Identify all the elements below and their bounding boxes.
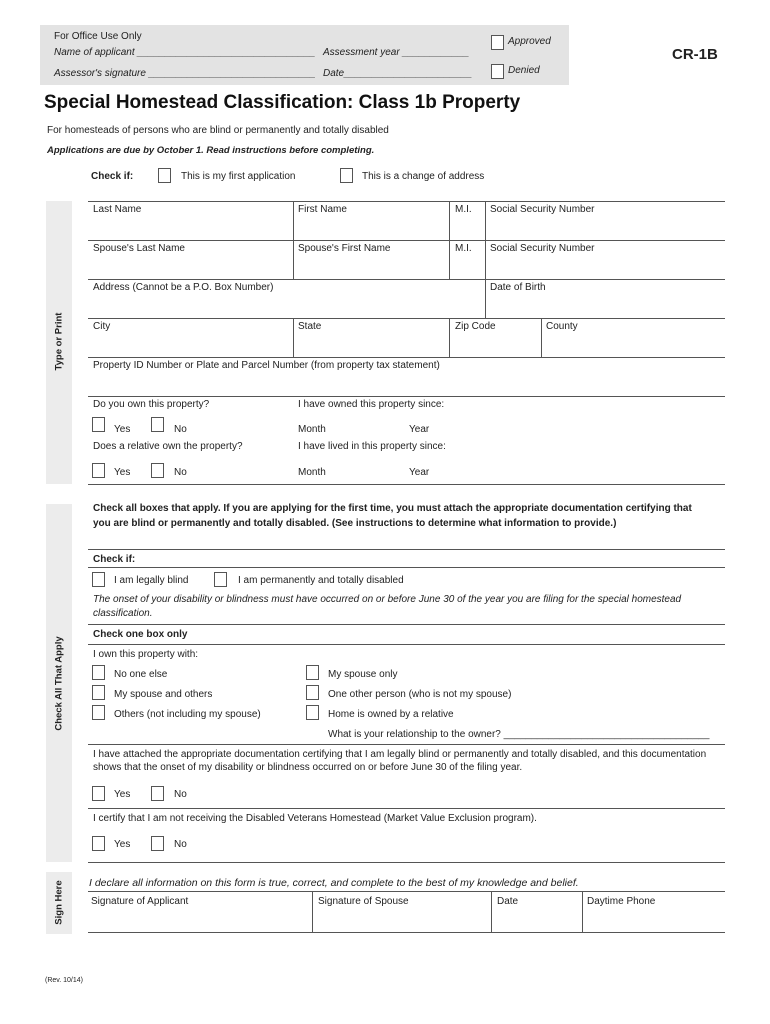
one-other-checkbox[interactable] <box>306 685 319 700</box>
attached-no-checkbox[interactable] <box>151 786 164 801</box>
no-one-else-checkbox[interactable] <box>92 665 105 680</box>
applicant-name-line[interactable]: Name of applicant ________________________________ <box>54 47 316 58</box>
own-yes-checkbox[interactable] <box>92 417 105 432</box>
due-notice: Applications are due by October 1. Read instructions before completing. <box>47 145 375 156</box>
approved-checkbox[interactable] <box>491 35 504 50</box>
type-or-print-label: Type or Print <box>53 312 65 371</box>
first-name-field[interactable]: First Name <box>298 204 347 215</box>
page-subtitle: For homesteads of persons who are blind or permanently and totally disabled <box>47 125 389 136</box>
own-yes-label: Yes <box>114 424 131 435</box>
last-name-field[interactable]: Last Name <box>93 204 142 215</box>
ssn-field[interactable]: Social Security Number <box>490 204 595 215</box>
approved-label: Approved <box>508 36 551 47</box>
disabled-label: I am permanently and totally disabled <box>238 575 404 586</box>
spouse-ssn-field[interactable]: Social Security Number <box>490 243 595 254</box>
change-address-checkbox[interactable] <box>340 168 353 183</box>
spouse-first-name-field[interactable]: Spouse's First Name <box>298 243 391 254</box>
legally-blind-label: I am legally blind <box>114 575 189 586</box>
owned-month-field[interactable]: Month <box>298 424 326 435</box>
legally-blind-checkbox[interactable] <box>92 572 105 587</box>
spouse-others-checkbox[interactable] <box>92 685 105 700</box>
denied-label: Denied <box>508 65 540 76</box>
one-box-label: Check one box only <box>93 629 188 640</box>
change-address-label: This is a change of address <box>362 171 485 182</box>
relative-yes-label: Yes <box>114 467 131 478</box>
attached-no-label: No <box>174 789 187 800</box>
others-label: Others (not including my spouse) <box>114 709 261 720</box>
revision-note: (Rev. 10/14) <box>45 977 83 984</box>
declaration-text: I declare all information on this form is true, correct, and complete to the best of my knowledge and belief. <box>89 877 579 889</box>
daytime-phone-field[interactable]: Daytime Phone <box>587 896 656 907</box>
dob-field[interactable]: Date of Birth <box>490 282 546 293</box>
form-code: CR-1B <box>672 46 718 63</box>
spouse-others-label: My spouse and others <box>114 689 213 700</box>
owned-since-label: I have owned this property since: <box>298 399 445 410</box>
spouse-mi-field[interactable]: M.I. <box>455 243 472 254</box>
lived-year-field[interactable]: Year <box>409 467 430 478</box>
address-field[interactable]: Address (Cannot be a P.O. Box Number) <box>93 282 274 293</box>
relative-owned-label: Home is owned by a relative <box>328 709 454 720</box>
lived-since-label: I have lived in this property since: <box>298 441 446 452</box>
certify-yes-checkbox[interactable] <box>92 836 105 851</box>
relative-yes-checkbox[interactable] <box>92 463 105 478</box>
spouse-last-name-field[interactable]: Spouse's Last Name <box>93 243 185 254</box>
state-field[interactable]: State <box>298 321 322 332</box>
attached-doc-statement: I have attached the appropriate documentation certifying that I am legally blind or permanently and totally disabled, and this documentation shows that the onset of my disability or blindness occurred on or before June 30 of the filing year. <box>93 749 707 773</box>
first-application-label: This is my first application <box>181 171 296 182</box>
certify-no-checkbox[interactable] <box>151 836 164 851</box>
applicant-signature-field[interactable]: Signature of Applicant <box>91 896 189 907</box>
relative-no-label: No <box>174 467 187 478</box>
sign-date-field[interactable]: Date <box>497 896 519 907</box>
city-field[interactable]: City <box>93 321 111 332</box>
assessor-signature-line[interactable]: Assessor's signature ______________________________ <box>54 68 316 79</box>
disabled-checkbox[interactable] <box>214 572 227 587</box>
assessment-year-line[interactable]: Assessment year ____________ <box>323 47 470 58</box>
own-no-checkbox[interactable] <box>151 417 164 432</box>
onset-note: The onset of your disability or blindness must have occurred on or before June 30 of the year you are filing for the special homestead classification. <box>93 594 682 619</box>
attached-yes-label: Yes <box>114 789 131 800</box>
owned-year-field[interactable]: Year <box>409 424 430 435</box>
check-if-disability-label: Check if: <box>93 554 136 565</box>
one-other-label: One other person (who is not my spouse) <box>328 689 512 700</box>
lived-month-field[interactable]: Month <box>298 467 326 478</box>
property-id-field[interactable]: Property ID Number or Plate and Parcel Number (from property tax statement) <box>93 360 440 371</box>
spouse-signature-field[interactable]: Signature of Spouse <box>318 896 409 907</box>
check-if-label: Check if: <box>91 171 134 182</box>
office-use-title: For Office Use Only <box>54 31 142 42</box>
first-application-checkbox[interactable] <box>158 168 171 183</box>
check-all-label: Check All That Apply <box>53 636 65 731</box>
sign-here-label: Sign Here <box>53 880 65 925</box>
certify-yes-label: Yes <box>114 839 131 850</box>
own-no-label: No <box>174 424 187 435</box>
no-one-else-label: No one else <box>114 669 168 680</box>
spouse-only-checkbox[interactable] <box>306 665 319 680</box>
relative-own-question: Does a relative own the property? <box>93 441 243 452</box>
office-date-line[interactable]: Date_______________________ <box>323 68 473 79</box>
mi-field[interactable]: M.I. <box>455 204 472 215</box>
relative-no-checkbox[interactable] <box>151 463 164 478</box>
spouse-only-label: My spouse only <box>328 669 398 680</box>
veterans-certify-statement: I certify that I am not receiving the Disabled Veterans Homestead (Market Value Exclusion program). <box>93 813 537 824</box>
relationship-field[interactable]: What is your relationship to the owner? _____________________________________ <box>328 729 710 740</box>
page-title: Special Homestead Classification: Class 1b Property <box>44 92 521 113</box>
own-with-label: I own this property with: <box>93 649 199 660</box>
certify-no-label: No <box>174 839 187 850</box>
check-all-instructions: Check all boxes that apply. If you are applying for the first time, you must attach the appropriate documentation certifying that you are blind or permanently and totally disabled. (See instructions to determine what information to provide.) <box>93 503 692 529</box>
attached-yes-checkbox[interactable] <box>92 786 105 801</box>
relative-owned-checkbox[interactable] <box>306 705 319 720</box>
others-checkbox[interactable] <box>92 705 105 720</box>
denied-checkbox[interactable] <box>491 64 504 79</box>
zip-field[interactable]: Zip Code <box>455 321 496 332</box>
county-field[interactable]: County <box>546 321 578 332</box>
own-property-question: Do you own this property? <box>93 399 210 410</box>
